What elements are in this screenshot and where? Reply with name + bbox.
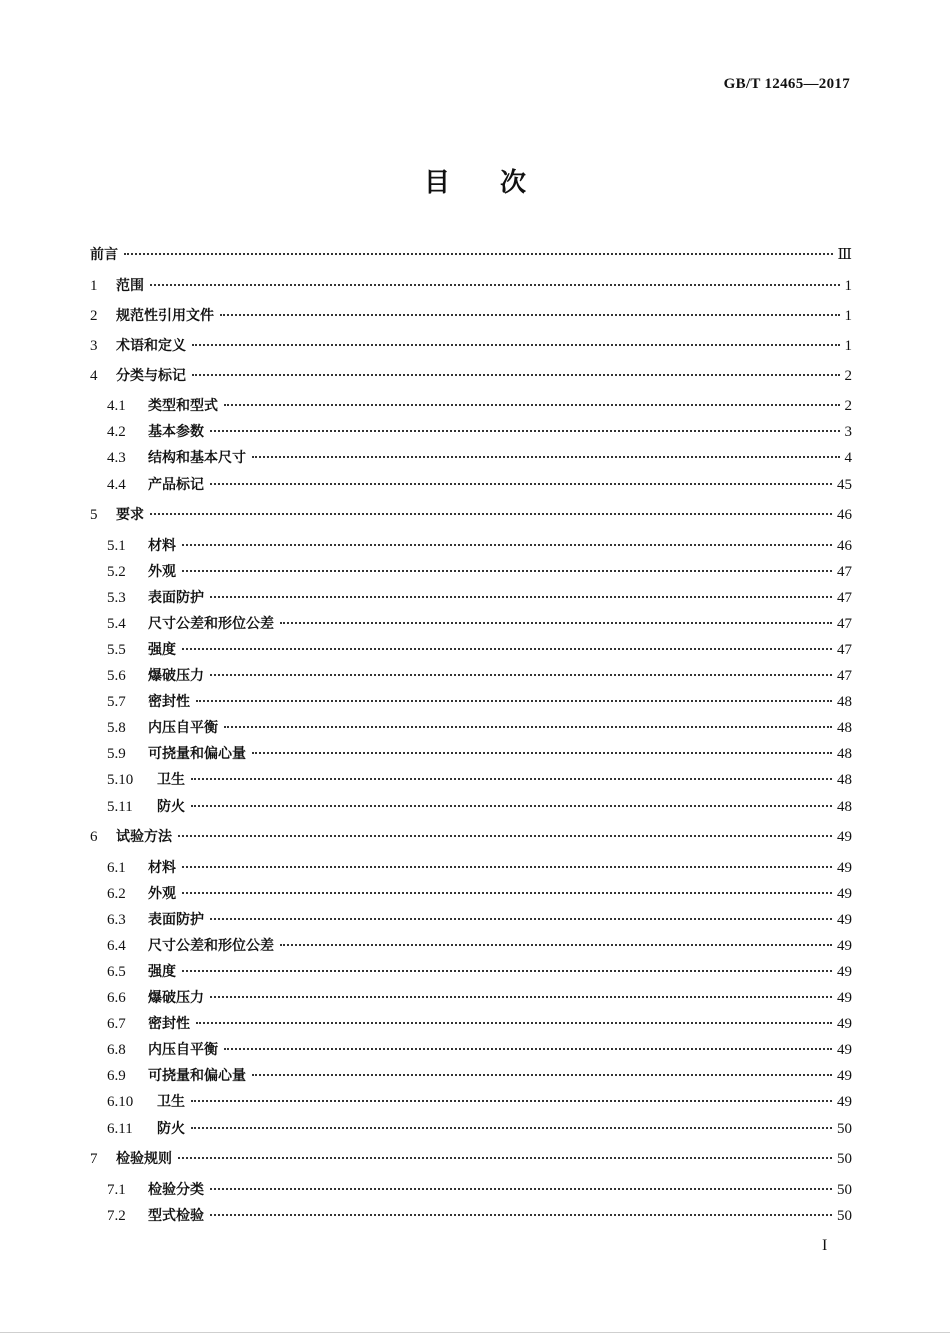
toc-entry-number: 5.5 xyxy=(107,642,126,658)
toc-dot-leader xyxy=(182,866,832,868)
toc-entry-label: 类型和型式 xyxy=(148,398,218,414)
toc-entry-number: 6.3 xyxy=(107,912,126,928)
toc-entry[interactable] xyxy=(107,1118,852,1140)
toc-dot-leader xyxy=(210,483,832,485)
toc-title: 目次 xyxy=(423,168,576,198)
toc-dot-leader xyxy=(192,344,840,346)
toc-entry-label: 可挠量和偏心量 xyxy=(148,1068,246,1084)
toc-entry-number: 6.6 xyxy=(107,990,126,1006)
toc-entry-page: 2 xyxy=(844,398,852,414)
toc-entry-page: 49 xyxy=(837,860,852,876)
toc-entry-number: 5.10 xyxy=(107,772,134,788)
toc-dot-leader xyxy=(210,918,832,920)
toc-entry-page: 47 xyxy=(837,564,852,580)
toc-entry-label: 材料 xyxy=(148,860,176,876)
toc-entry-page: 49 xyxy=(837,990,852,1006)
toc-entry-page: 49 xyxy=(837,1042,852,1058)
toc-entry-number: 6.11 xyxy=(107,1121,133,1137)
toc-entry-page: 1 xyxy=(844,338,852,354)
toc-dot-leader xyxy=(191,1100,832,1102)
toc-entry[interactable] xyxy=(107,769,852,791)
toc-entry-label: 强度 xyxy=(148,964,176,980)
toc-entry[interactable] xyxy=(107,1039,852,1061)
toc-entry-number: 7.2 xyxy=(107,1208,126,1224)
toc-dot-leader xyxy=(210,1188,832,1190)
toc-dot-leader xyxy=(280,622,832,624)
toc-entry-label: 检验分类 xyxy=(148,1182,204,1198)
toc-entry-number: 6.9 xyxy=(107,1068,126,1084)
toc-entry-label: 内压自平衡 xyxy=(148,720,218,736)
toc-entry[interactable] xyxy=(107,909,852,931)
toc-entry-page: 47 xyxy=(837,590,852,606)
toc-entry-number: 5.8 xyxy=(107,720,126,736)
toc-dot-leader xyxy=(196,1022,832,1024)
toc-entry-label: 型式检验 xyxy=(148,1208,204,1224)
toc-entry-number: 2 xyxy=(90,308,98,324)
toc-entry[interactable] xyxy=(107,665,852,687)
toc-entry-number: 6 xyxy=(90,829,98,845)
toc-dot-leader xyxy=(124,253,833,255)
toc-dot-leader xyxy=(191,778,832,780)
toc-entry-label: 前言 xyxy=(90,247,118,263)
toc-entry-label: 检验规则 xyxy=(116,1151,172,1167)
page-number: I xyxy=(822,1237,828,1254)
toc-entry-label: 范围 xyxy=(116,278,144,294)
toc-entry-page: 49 xyxy=(837,1016,852,1032)
toc-entry[interactable] xyxy=(90,275,852,297)
toc-entry-number: 5.6 xyxy=(107,668,126,684)
toc-entry-label: 内压自平衡 xyxy=(148,1042,218,1058)
toc-entry[interactable] xyxy=(90,244,852,266)
toc-entry[interactable] xyxy=(107,691,852,713)
toc-entry[interactable] xyxy=(107,447,852,469)
toc-entry-label: 密封性 xyxy=(148,1016,190,1032)
toc-entry-number: 6.4 xyxy=(107,938,126,954)
toc-dot-leader xyxy=(210,1214,832,1216)
bottom-rule xyxy=(0,1332,950,1333)
toc-entry-label: 防火 xyxy=(157,1121,185,1137)
toc-entry-label: 外观 xyxy=(148,564,176,580)
toc-entry-page: 48 xyxy=(837,694,852,710)
toc-dot-leader xyxy=(182,892,832,894)
toc-entry[interactable] xyxy=(107,987,852,1009)
toc-entry-number: 4 xyxy=(90,368,98,384)
toc-entry-number: 7 xyxy=(90,1151,98,1167)
toc-entry-label: 可挠量和偏心量 xyxy=(148,746,246,762)
toc-entry-label: 产品标记 xyxy=(148,477,204,493)
toc-dot-leader xyxy=(182,544,832,546)
toc-entry-label: 爆破压力 xyxy=(148,990,204,1006)
toc-entry-number: 5.3 xyxy=(107,590,126,606)
toc-entry[interactable] xyxy=(107,421,852,443)
toc-entry-page: 49 xyxy=(837,886,852,902)
toc-entry-number: 3 xyxy=(90,338,98,354)
toc-entry-page: 47 xyxy=(837,668,852,684)
toc-entry[interactable] xyxy=(107,395,852,417)
toc-entry-number: 6.8 xyxy=(107,1042,126,1058)
toc-entry-number: 5 xyxy=(90,507,98,523)
toc-entry-number: 6.2 xyxy=(107,886,126,902)
toc-entry-page: 4 xyxy=(844,450,852,466)
toc-dot-leader xyxy=(220,314,840,316)
toc-entry-page: 50 xyxy=(837,1121,852,1137)
toc-entry-label: 术语和定义 xyxy=(116,338,186,354)
toc-dot-leader xyxy=(178,835,832,837)
toc-entry-page: 47 xyxy=(837,642,852,658)
toc-entry-number: 4.2 xyxy=(107,424,126,440)
toc-dot-leader xyxy=(192,374,840,376)
toc-entry-label: 防火 xyxy=(157,799,185,815)
toc-entry[interactable] xyxy=(90,1148,852,1170)
toc-entry-page: 1 xyxy=(844,308,852,324)
toc-dot-leader xyxy=(280,944,832,946)
toc-entry-number: 5.11 xyxy=(107,799,133,815)
toc-entry-page: 50 xyxy=(837,1151,852,1167)
toc-entry-page: 48 xyxy=(837,799,852,815)
toc-entry[interactable] xyxy=(90,365,852,387)
toc-dot-leader xyxy=(210,996,832,998)
toc-entry-page: 46 xyxy=(837,538,852,554)
toc-dot-leader xyxy=(224,404,840,406)
toc-entry[interactable] xyxy=(107,1179,852,1201)
toc-entry[interactable] xyxy=(107,587,852,609)
toc-dot-leader xyxy=(182,648,832,650)
toc-entry-page: 3 xyxy=(844,424,852,440)
toc-entry-page: 45 xyxy=(837,477,852,493)
toc-entry-page: 49 xyxy=(837,829,852,845)
toc-entry-page: 48 xyxy=(837,720,852,736)
toc-entry-number: 1 xyxy=(90,278,98,294)
toc-entry[interactable] xyxy=(107,1065,852,1087)
toc-entry-number: 6.5 xyxy=(107,964,126,980)
toc-entry-number: 5.7 xyxy=(107,694,126,710)
toc-dot-leader xyxy=(196,700,832,702)
toc-entry-number: 5.2 xyxy=(107,564,126,580)
toc-entry-label: 外观 xyxy=(148,886,176,902)
toc-entry[interactable] xyxy=(107,535,852,557)
toc-entry[interactable] xyxy=(107,613,852,635)
toc-entry[interactable] xyxy=(107,1013,852,1035)
toc-dot-leader xyxy=(182,570,832,572)
toc-entry[interactable] xyxy=(107,717,852,739)
toc-entry-number: 4.3 xyxy=(107,450,126,466)
toc-dot-leader xyxy=(150,284,840,286)
toc-entry[interactable] xyxy=(107,1091,852,1113)
toc-entry-label: 卫生 xyxy=(157,772,185,788)
toc-entry[interactable] xyxy=(107,474,852,496)
toc-dot-leader xyxy=(252,1074,832,1076)
toc-dot-leader xyxy=(252,456,840,458)
toc-dot-leader xyxy=(224,1048,832,1050)
toc-entry[interactable] xyxy=(107,935,852,957)
toc-dot-leader xyxy=(210,674,832,676)
toc-entry-label: 要求 xyxy=(116,507,144,523)
toc-entry-number: 6.10 xyxy=(107,1094,134,1110)
toc-entry-label: 卫生 xyxy=(157,1094,185,1110)
toc-entry-label: 规范性引用文件 xyxy=(116,308,214,324)
toc-entry-number: 7.1 xyxy=(107,1182,126,1198)
toc-entry-page: 48 xyxy=(837,772,852,788)
toc-entry[interactable] xyxy=(107,883,852,905)
toc-entry[interactable] xyxy=(107,639,852,661)
toc-entry-page: 47 xyxy=(837,616,852,632)
toc-entry-page: 49 xyxy=(837,1068,852,1084)
toc-entry[interactable] xyxy=(107,796,852,818)
toc-entry-page: Ⅲ xyxy=(837,247,852,263)
toc-entry-label: 试验方法 xyxy=(116,829,172,845)
toc-entry[interactable] xyxy=(90,504,852,526)
toc-entry[interactable] xyxy=(107,857,852,879)
toc-dot-leader xyxy=(210,430,840,432)
toc-dot-leader xyxy=(210,596,832,598)
toc-dot-leader xyxy=(178,1157,832,1159)
toc-entry-label: 结构和基本尺寸 xyxy=(148,450,246,466)
toc-entry[interactable] xyxy=(107,743,852,765)
toc-entry-page: 1 xyxy=(844,278,852,294)
toc-entry-label: 爆破压力 xyxy=(148,668,204,684)
toc-entry[interactable] xyxy=(107,961,852,983)
toc-dot-leader xyxy=(150,513,832,515)
toc-entry-number: 4.4 xyxy=(107,477,126,493)
toc-dot-leader xyxy=(224,726,832,728)
toc-entry-number: 4.1 xyxy=(107,398,126,414)
toc-entry-number: 5.1 xyxy=(107,538,126,554)
toc-entry-page: 49 xyxy=(837,912,852,928)
toc-entry-page: 49 xyxy=(837,964,852,980)
toc-entry-label: 尺寸公差和形位公差 xyxy=(148,616,274,632)
toc-dot-leader xyxy=(182,970,832,972)
toc-entry-label: 密封性 xyxy=(148,694,190,710)
toc-entry-label: 表面防护 xyxy=(148,590,204,606)
toc-entry[interactable] xyxy=(90,305,852,327)
toc-entry-number: 5.9 xyxy=(107,746,126,762)
toc-entry-number: 6.1 xyxy=(107,860,126,876)
toc-entry-page: 50 xyxy=(837,1182,852,1198)
toc-entry[interactable] xyxy=(90,335,852,357)
toc-entry[interactable] xyxy=(90,826,852,848)
toc-dot-leader xyxy=(191,805,832,807)
toc-entry-page: 46 xyxy=(837,507,852,523)
toc-dot-leader xyxy=(191,1127,832,1129)
toc-entry[interactable] xyxy=(107,1205,852,1227)
toc-entry-number: 5.4 xyxy=(107,616,126,632)
toc-entry-label: 基本参数 xyxy=(148,424,204,440)
toc-entry-page: 2 xyxy=(844,368,852,384)
toc-entry-page: 50 xyxy=(837,1208,852,1224)
page-header-standard-code: GB/T 12465—2017 xyxy=(723,76,850,92)
toc-entry-number: 6.7 xyxy=(107,1016,126,1032)
toc-entry-page: 49 xyxy=(837,1094,852,1110)
toc-entry-page: 48 xyxy=(837,746,852,762)
toc-dot-leader xyxy=(252,752,832,754)
toc-entry[interactable] xyxy=(107,561,852,583)
toc-entry-label: 表面防护 xyxy=(148,912,204,928)
toc-entry-label: 尺寸公差和形位公差 xyxy=(148,938,274,954)
toc-entry-label: 分类与标记 xyxy=(116,368,186,384)
toc-entry-label: 强度 xyxy=(148,642,176,658)
toc-entry-label: 材料 xyxy=(148,538,176,554)
toc-entry-page: 49 xyxy=(837,938,852,954)
